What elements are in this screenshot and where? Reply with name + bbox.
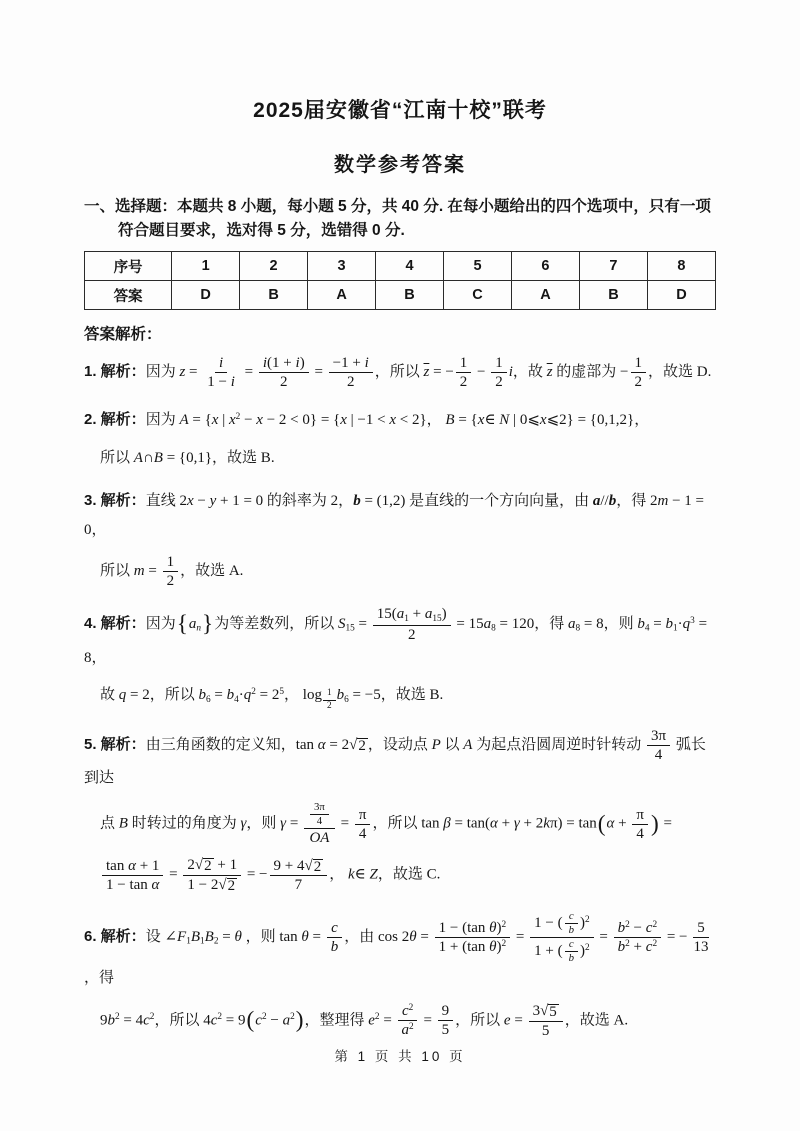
math-var: B	[118, 815, 128, 832]
answer-cell: A	[308, 281, 376, 310]
radical-sign: √	[194, 857, 204, 874]
math-fraction	[631, 354, 647, 391]
fraction-denominator: 4	[654, 746, 663, 763]
problem-line: 1. 解析：因为 z = $\frac{i}{1 - i}$ = $\frac{i(1 + i)}{2}$ = $\frac{-1 + i}{2}$ ，所以 $\overline{z}$ = − $\frac{1}{2}$ − $\frac{1}{2}$ i，故 $\overline{z}$ 的虚部为 − $\frac{1}{2}$ ，故选 D.	[84, 355, 712, 391]
answer-table-number-row	[85, 252, 716, 281]
problem	[84, 354, 716, 391]
fraction-numerator: 1 − ( $\frac{c}{b}$ )$^2$	[530, 910, 594, 938]
math-fraction	[647, 727, 670, 764]
fraction-numerator: 1	[631, 354, 647, 373]
math-var: e	[503, 1012, 511, 1029]
fraction-numerator: tan α + 1	[102, 857, 163, 876]
math-var: b	[226, 687, 235, 704]
math-fraction	[355, 806, 371, 843]
fraction-denominator: 4	[316, 815, 323, 828]
fraction-denominator: 5	[441, 1022, 450, 1039]
math-superscript: 2	[585, 942, 590, 953]
math-fraction	[565, 938, 578, 965]
number-cell: 5	[444, 252, 512, 281]
number-row-label: 序号	[85, 252, 172, 281]
math-var: B	[153, 449, 163, 466]
math-var: α	[128, 857, 136, 874]
math-var: k	[543, 815, 550, 832]
math-var: $\overline{z}$	[546, 363, 553, 380]
number-cell: 6	[511, 252, 579, 281]
problem-line: 5. 解析：由三角函数的定义知，tan α = 2 √ 2 ，设动点 P 以 A 为起点沿圆周逆时针转动 $\frac{3\pi}{4}$ 弧长到达	[84, 727, 706, 786]
problem-line: 故 q = 2，所以 $b_6 = b_4\cdot q^2 = 2^5$， log $_{\frac{1}{2}}$ $b_6 = -5$，故选 B.	[100, 687, 444, 711]
problem-label: 2. 解析：	[84, 411, 146, 429]
big-delimiter: {	[176, 610, 188, 637]
page-footer: 第 1 页 共 10 页	[334, 1049, 466, 1064]
math-var: θ	[489, 938, 497, 955]
math-var: i	[295, 355, 300, 372]
math-fraction	[323, 688, 336, 711]
fraction-denominator: 13	[693, 938, 709, 955]
math-fraction	[529, 1002, 563, 1040]
radicand: 2	[227, 877, 236, 894]
math-var: B	[445, 412, 455, 429]
math-fraction	[614, 919, 661, 956]
math-fraction	[259, 354, 309, 391]
fraction-denominator: 2	[166, 573, 175, 590]
problem-label: 5. 解析：	[84, 735, 146, 753]
radical-sign: √	[304, 857, 313, 874]
fraction-numerator: $b^2 - c^2$	[614, 919, 661, 938]
fraction-denominator	[398, 1021, 418, 1039]
math-var: OA	[309, 830, 330, 847]
math-var: θ	[301, 928, 309, 945]
math-fraction	[203, 354, 239, 391]
number-cell: 2	[240, 252, 308, 281]
math-var: S	[337, 615, 346, 632]
fraction-numerator: i(1 + i)	[259, 354, 309, 373]
math-superscript: 5	[279, 687, 285, 698]
radicand: 5	[549, 1003, 557, 1020]
math-superscript: 2	[374, 1012, 380, 1023]
fraction-numerator: $15(a_1 + a_{15})$	[373, 605, 451, 626]
math-var: q	[682, 615, 691, 632]
answer-cell: B	[240, 281, 308, 310]
math-sqrt	[195, 858, 214, 875]
fraction-denominator: 4	[636, 825, 644, 842]
fraction-denominator: 4	[358, 825, 367, 842]
fraction-numerator	[565, 910, 578, 924]
math-superscript: 2	[115, 1012, 120, 1023]
math-fraction	[310, 801, 329, 828]
section-intro: 一、选择题：本题共 8 小题，每小题 5 分，共 40 分. 在每小题给出的四个选项中，只有一项符合题目要求，选对得 5 分，选错得 0 分.	[84, 198, 711, 240]
fraction-denominator: 1 + ( $\frac{c}{b}$ )$^2$	[534, 937, 590, 964]
math-overline	[424, 364, 430, 380]
math-var: m	[657, 493, 669, 510]
radicand: 2	[313, 858, 322, 875]
fraction-numerator: 5	[693, 919, 709, 938]
math-var: c	[331, 919, 338, 936]
answer-cell: C	[444, 281, 512, 310]
problem	[84, 910, 716, 1040]
math-superscript: 2	[217, 1012, 223, 1023]
math-var: c	[645, 938, 653, 955]
math-var: k	[347, 866, 355, 883]
math-subscript: 1	[404, 613, 409, 624]
math-sqrt	[349, 738, 368, 755]
math-var: α	[317, 736, 326, 753]
number-cell: 4	[376, 252, 444, 281]
problem-line: $9b^2 = 4c^2$，所以 $4c^2 = 9(c^2 - a^2)$，整理得 $e^2$ = $\frac{c^2}{a^2}$ = $\frac{9}{5}$ ，所以 e = 3 √ 5 5 ，故选 A.	[100, 1002, 629, 1039]
math-subscript: 15	[345, 623, 355, 634]
math-var: i	[230, 374, 235, 391]
fraction-numerator: 3π	[647, 727, 670, 746]
fraction-numerator	[398, 1002, 417, 1021]
math-superscript: 2	[625, 938, 630, 949]
math-var: q	[243, 687, 252, 704]
radical-sign: √	[218, 876, 227, 893]
math-superscript: 3	[690, 615, 695, 626]
math-subscript: 6	[205, 695, 211, 706]
fraction-denominator: 1 + (tan θ)$^2$	[438, 938, 507, 955]
problem-line: 2. 解析：因为 A = {x | $x^2 - x - 2 < 0\} = \{x$ | −1 < x < 2}， B = {x∈ N | 0⩽x⩽2} = {0,1,2}，	[84, 411, 650, 429]
radical-sign: √	[349, 736, 358, 753]
problem-label: 1. 解析：	[84, 362, 146, 380]
math-var: c	[210, 1012, 218, 1029]
math-fraction	[456, 354, 472, 391]
math-var: γ	[280, 815, 287, 832]
problem	[84, 605, 716, 712]
fraction-denominator: 2	[459, 374, 468, 391]
answer-row-label: 答案	[85, 281, 172, 310]
problem-line: 所以 A∩B = {0,1}，故选 B.	[100, 449, 275, 466]
fraction-denominator: 7	[294, 877, 303, 894]
fraction-denominator: 2	[407, 626, 416, 643]
math-fraction	[565, 910, 578, 937]
math-fraction	[491, 354, 507, 391]
math-var: γ	[240, 815, 247, 832]
problem-line: $\frac{\text{tan α + 1}}{\text{1 − tan α}}$ = 2 √ 2 + 1 1 − 2 √ 2 = − 9 + 4 √ 2 7 ， k∈ Z，故选 C.	[100, 856, 716, 895]
math-var: c	[255, 1012, 262, 1029]
fraction-denominator	[305, 829, 333, 847]
fraction-numerator: 3π	[310, 801, 329, 815]
fraction-denominator: 1 − 2 √ 2	[187, 876, 236, 894]
big-delimiter: }	[202, 610, 214, 637]
math-var: b	[617, 938, 626, 955]
math-var: α	[490, 815, 498, 832]
fraction-denominator: 5	[541, 1022, 550, 1039]
fraction-denominator	[565, 952, 578, 965]
math-fraction	[530, 910, 594, 965]
math-subscript	[322, 688, 337, 711]
fraction-numerator	[565, 938, 578, 952]
math-fraction	[438, 1002, 454, 1039]
math-var: a	[188, 615, 197, 632]
math-fraction	[690, 919, 713, 956]
exam-subtitle: 数学参考答案	[334, 154, 466, 176]
math-var: B	[204, 928, 214, 945]
math-var: c	[568, 909, 574, 922]
math-var: $\overline{z}$	[423, 363, 430, 380]
fraction-denominator: 2	[280, 374, 288, 391]
math-var: i	[262, 355, 268, 372]
math-vector-var: b	[608, 493, 617, 510]
math-var: x	[389, 412, 396, 429]
math-vector-var: a	[592, 493, 601, 510]
radicand: 2	[204, 858, 212, 875]
math-superscript: 2	[261, 1012, 267, 1023]
math-var: x	[477, 412, 485, 429]
math-fraction	[435, 919, 511, 956]
math-var: b	[568, 923, 575, 936]
math-var: q	[118, 687, 127, 704]
math-sqrt	[218, 878, 237, 895]
math-var: b	[617, 919, 626, 936]
math-superscript: 2	[235, 411, 241, 422]
math-fraction	[163, 553, 179, 590]
problem	[84, 406, 716, 472]
problem-line: 6. 解析：设 $\angle F_1B_1B_2 = \theta$ ，则 tan θ = $\frac{c}{b}$ ，由 cos 2θ = $\frac{1 - (\tan \theta)^2}{1 + (\tan \theta)^2}$ = 1 − ( $\frac{c}{b}$ )$^2$ 1 + ( $\frac{c}{b}$ )$^2$ = $\frac{b^2 - c^2}{b^2 + c^2}$ = − $\frac{5}{13}$ ，得	[84, 910, 716, 993]
fraction-numerator: 9	[438, 1002, 454, 1021]
number-cell: 8	[647, 252, 715, 281]
math-fraction	[327, 919, 343, 956]
problem-line: 所以 m = $\frac{1}{2}$ ，故选 A.	[100, 554, 244, 590]
math-var: i	[508, 363, 513, 380]
math-var: b	[107, 1012, 115, 1029]
math-var: b	[637, 615, 645, 632]
fraction-numerator: 1	[491, 354, 507, 373]
math-fraction	[270, 857, 328, 895]
answer-cell: A	[511, 281, 579, 310]
math-var: x	[256, 412, 263, 429]
fraction-numerator: 1	[163, 553, 179, 572]
math-var: c	[568, 937, 574, 950]
math-var: y	[209, 493, 217, 510]
math-var: a	[568, 615, 576, 632]
math-var: c	[401, 1003, 409, 1020]
fraction-numerator: 1 − (tan θ)$^2$	[435, 919, 511, 938]
math-var: α	[606, 815, 615, 832]
math-var: x	[186, 493, 194, 510]
math-var: b	[336, 687, 345, 704]
math-var: a	[483, 615, 492, 632]
fraction-numerator: π	[632, 806, 648, 825]
problem	[84, 487, 716, 590]
fraction-numerator: π	[355, 806, 371, 825]
math-var: b	[568, 951, 575, 964]
math-subscript: 8	[575, 623, 581, 634]
fraction-denominator: 2	[326, 700, 332, 711]
problem	[84, 727, 716, 895]
math-var: x	[228, 412, 236, 429]
math-sqrt	[540, 1004, 559, 1021]
math-var: β	[443, 815, 451, 832]
problem-line: 4. 解析：因为$\{a_n\}$为等差数列，所以 $S_{15}$ = $\frac{15(a_1 + a_{15})}{2}$ = $15a_8 = 120$，得 $a_8 = 8$，则 $b_4 = b_1\cdot q^3 = 8$，	[84, 606, 708, 666]
math-var: Z	[369, 866, 378, 883]
analysis-heading: 答案解析：	[84, 326, 162, 344]
problem-list	[84, 354, 716, 1040]
math-var: a	[401, 1022, 410, 1039]
math-superscript: 2	[501, 938, 507, 949]
problem-label: 4. 解析：	[84, 614, 146, 632]
answer-cell: D	[172, 281, 240, 310]
math-subscript: 2	[213, 936, 219, 947]
math-subscript: 4	[234, 695, 239, 706]
math-superscript: 2	[149, 1012, 155, 1023]
math-var: α	[151, 876, 160, 893]
fraction-numerator: 9 + 4 √ 2	[270, 857, 328, 877]
math-var: i	[364, 355, 369, 372]
fraction-denominator: $b^2 + c^2$	[617, 938, 658, 955]
number-cell: 1	[172, 252, 240, 281]
math-var: A	[463, 736, 473, 753]
math-superscript: 2	[652, 938, 658, 949]
math-var: B	[190, 928, 201, 945]
math-subscript: 4	[644, 623, 650, 634]
fraction-numerator: 1	[456, 354, 472, 373]
math-superscript: 2	[409, 1022, 414, 1033]
math-superscript: 2	[408, 1003, 414, 1014]
math-var: θ	[234, 928, 242, 945]
math-var: N	[499, 412, 510, 429]
math-fraction	[329, 354, 373, 391]
math-vector-var: b	[353, 493, 361, 510]
math-superscript: 2	[585, 914, 590, 925]
math-subscript: 6	[344, 695, 349, 706]
math-var: x	[539, 412, 547, 429]
math-var: θ	[409, 928, 417, 945]
math-subscript: 1	[200, 936, 205, 947]
radical-sign: √	[540, 1002, 549, 1019]
math-fraction	[398, 1002, 418, 1039]
answer-table-answer-row	[85, 281, 716, 310]
math-var: z	[179, 363, 186, 380]
math-var: a	[424, 606, 433, 623]
math-var: a	[282, 1012, 291, 1029]
number-cell: 3	[308, 252, 376, 281]
fraction-denominator: 2	[634, 374, 642, 391]
math-var: θ	[489, 919, 497, 936]
math-fraction	[632, 806, 648, 843]
math-fraction	[102, 857, 163, 894]
big-delimiter: (	[246, 1007, 255, 1034]
math-var: A	[179, 412, 189, 429]
math-superscript: 2	[501, 919, 507, 930]
fraction-numerator: −1 + i	[329, 354, 373, 373]
math-subscript: 1	[673, 623, 678, 634]
math-var: x	[211, 412, 219, 429]
fraction-denominator: 2	[346, 374, 355, 391]
fraction-numerator: 1	[323, 688, 336, 700]
fraction-denominator: 1 − tan α	[106, 876, 160, 893]
math-superscript: 2	[652, 919, 658, 930]
radicand: 2	[358, 737, 366, 754]
answer-cell: B	[579, 281, 647, 310]
answer-table	[84, 251, 716, 310]
math-subscript: 8	[491, 623, 496, 634]
big-delimiter: )	[295, 1007, 304, 1034]
fraction-numerator: 2 √ 2 + 1	[183, 856, 241, 876]
math-var: c	[645, 919, 653, 936]
math-subscript: 15	[432, 613, 442, 624]
fraction-numerator	[215, 354, 227, 373]
answer-cell: B	[376, 281, 444, 310]
answer-cell: D	[647, 281, 715, 310]
fraction-denominator	[565, 924, 578, 937]
math-fraction	[373, 605, 451, 644]
math-var: A	[133, 449, 143, 466]
math-var: x	[340, 412, 347, 429]
problem-label: 3. 解析：	[84, 492, 146, 510]
fraction-numerator	[327, 919, 342, 938]
math-var: n	[196, 623, 202, 634]
fraction-denominator: 1 − i	[207, 374, 235, 391]
math-var: F	[177, 928, 187, 945]
number-cell: 7	[579, 252, 647, 281]
math-var: i	[219, 355, 224, 372]
exam-title: 2025届安徽省“江南十校”联考	[253, 99, 547, 122]
math-var: P	[431, 736, 441, 753]
math-superscript: 2	[251, 687, 256, 698]
math-var: e	[368, 1012, 375, 1029]
math-sqrt	[304, 859, 323, 876]
math-superscript: 2	[625, 919, 630, 930]
fraction-numerator	[304, 801, 335, 829]
big-delimiter: (	[597, 810, 606, 837]
math-var: b	[665, 615, 673, 632]
math-var: b	[330, 938, 339, 955]
fraction-numerator: 3 √ 5	[529, 1002, 563, 1022]
fraction-denominator: 2	[495, 374, 503, 391]
problem-line: 点 B 时转过的角度为 γ，则 γ = $\frac{\frac{3\pi}{4}}{OA}$ = $\frac{\pi}{4}$ ，所以 tan β = tan(α + γ + 2kπ) = tan(α + $\frac{\pi}{4}$ ) =	[100, 801, 672, 847]
problem-label: 6. 解析：	[84, 927, 146, 945]
math-var: c	[143, 1012, 150, 1029]
math-var: b	[198, 687, 206, 704]
math-fraction	[183, 856, 241, 895]
big-delimiter: )	[650, 810, 659, 837]
math-overline	[547, 364, 553, 380]
fraction-denominator	[327, 938, 343, 956]
math-subscript: 1	[186, 936, 191, 947]
math-var: γ	[513, 815, 520, 832]
math-superscript: 2	[290, 1012, 295, 1023]
math-fraction	[304, 801, 335, 847]
problem-line: 3. 解析：直线 2x − y + 1 = 0 的斜率为 2，b = (1,2) 是直线的一个方向向量，由 a//b，得 2m − 1 = 0，	[84, 492, 705, 538]
math-var: m	[133, 562, 145, 579]
math-var: a	[396, 606, 405, 623]
